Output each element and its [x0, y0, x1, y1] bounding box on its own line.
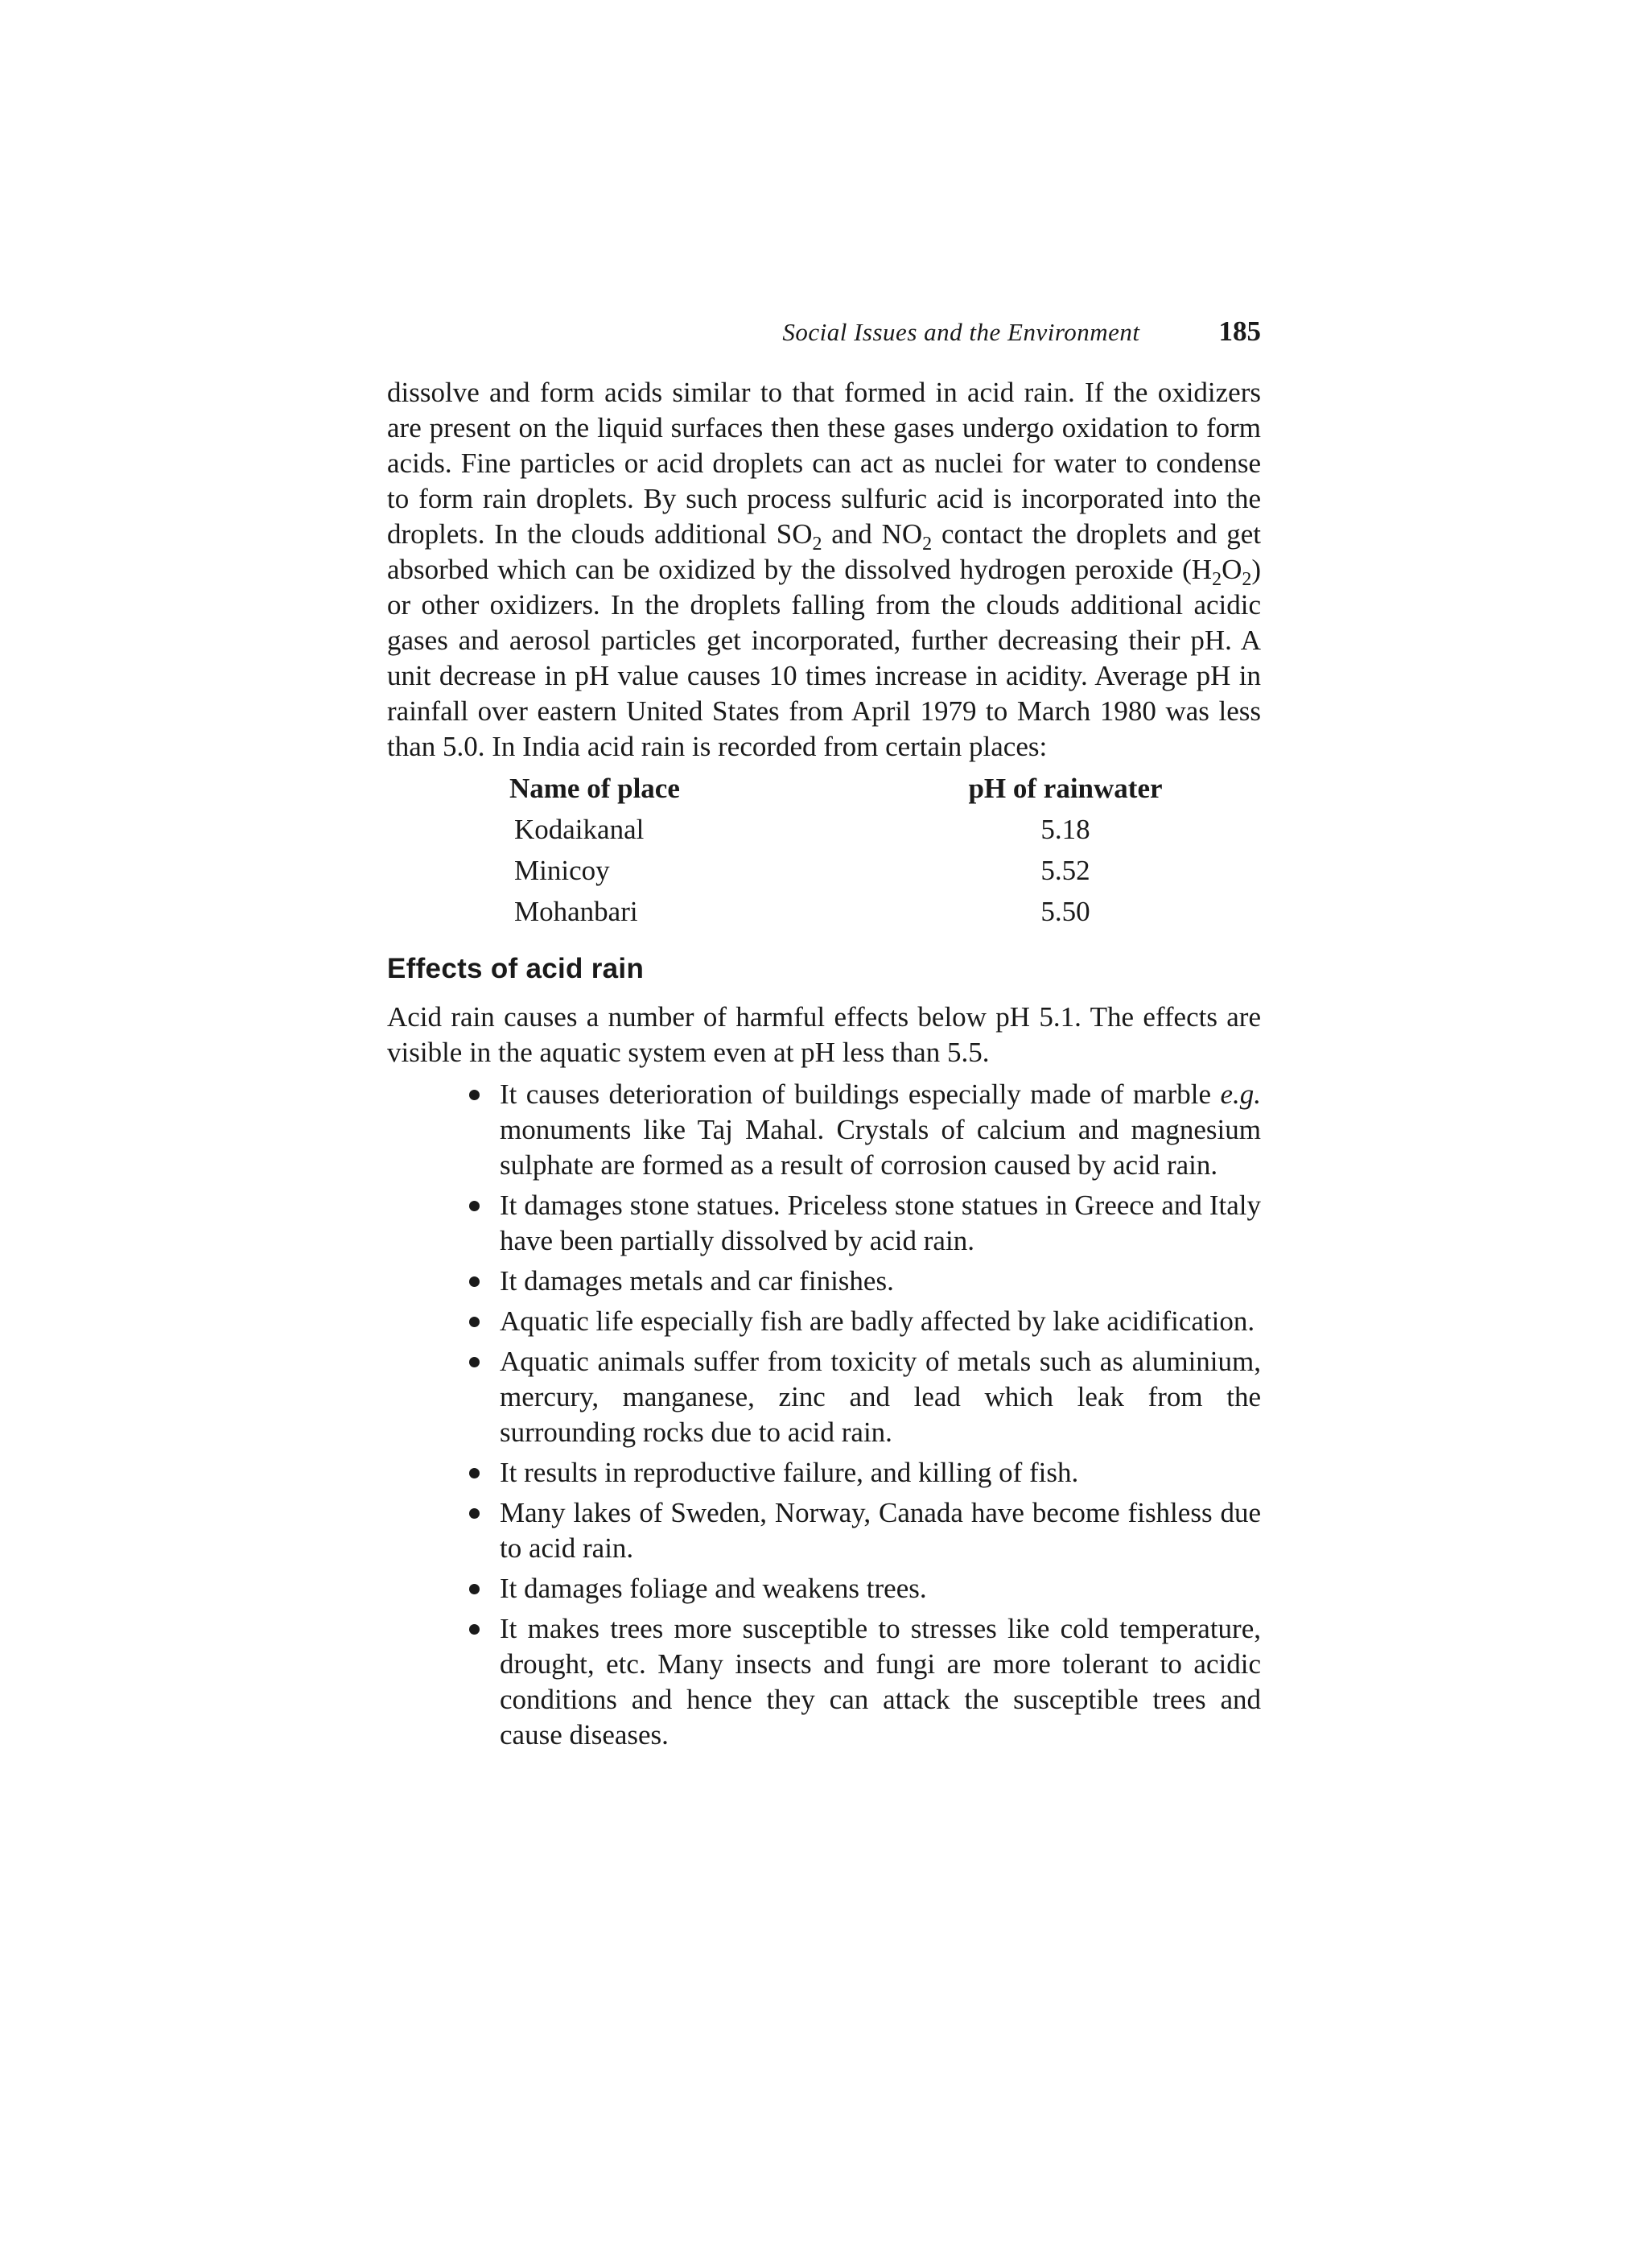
list-item: [500, 1611, 1261, 1753]
list-item: [500, 1077, 1261, 1183]
bullet-icon: [469, 1468, 480, 1478]
list-item-text: It makes trees more susceptible to stresses like cold temperature, drought, etc. Many insects and fungi are more tolerant to acidic conditions and hence they can attack the susceptible trees and cause diseases.: [500, 1613, 1261, 1750]
table-header-row: [509, 768, 1186, 809]
intro-paragraph: [387, 375, 1261, 765]
intro-text-1: dissolve and form acids similar to that formed in acid rain. If the oxidizers are present on the liquid surfaces then these gases undergo oxidation to form acids. Fine particles or acid droplets can act as nuclei for water to condense to form rain droplets. By such process sulfuric acid is incorporated into the droplets. In the clouds additional SO: [387, 377, 1261, 550]
list-item: [500, 1264, 1261, 1299]
bullet-icon: [469, 1276, 480, 1287]
bullet-icon: [469, 1508, 480, 1519]
running-title: Social Issues and the Environment: [782, 318, 1140, 346]
list-item-text: Aquatic animals suffer from toxicity of metals such as aluminium, mercury, manganese, zinc and lead which leak from the surrounding rocks due to acid rain.: [500, 1346, 1261, 1448]
bullet-icon: [469, 1317, 480, 1327]
list-item: [500, 1344, 1261, 1450]
table-row: [509, 809, 1186, 850]
bullet-icon: [469, 1357, 480, 1367]
list-item-text: It damages metals and car finishes.: [500, 1265, 894, 1297]
rainwater-ph-table: [509, 768, 1186, 932]
place-cell: Minicoy: [514, 854, 610, 886]
page-number: 185: [1218, 315, 1261, 347]
section-heading: Effects of acid rain: [387, 953, 645, 984]
list-item: [500, 1455, 1261, 1491]
column-header-place: Name of place: [509, 772, 680, 804]
list-item-text: It damages foliage and weakens trees.: [500, 1573, 927, 1604]
subscript: 2: [1242, 569, 1252, 590]
list-item: [500, 1304, 1261, 1339]
effects-list: [387, 1077, 1261, 1753]
column-header-ph: pH of rainwater: [968, 772, 1163, 804]
ph-cell: 5.18: [1040, 813, 1090, 845]
list-item-text: Many lakes of Sweden, Norway, Canada have become fishless due to acid rain.: [500, 1497, 1261, 1564]
list-item: [500, 1495, 1261, 1566]
bullet-icon: [469, 1624, 480, 1635]
intro-text-3: contact the droplets and get absorbed which can be oxidized by the dissolved hydrogen peroxide (H: [387, 518, 1261, 585]
running-head: [387, 315, 1261, 364]
table-row: [509, 891, 1186, 932]
list-item-italic: e.g.: [1220, 1078, 1261, 1110]
list-item-text: It results in reproductive failure, and killing of fish.: [500, 1457, 1079, 1488]
bullet-icon: [469, 1584, 480, 1594]
list-item-text: monuments like Taj Mahal. Crystals of calcium and magnesium sulphate are formed as a result of corrosion caused by acid rain.: [500, 1114, 1261, 1181]
list-item: [500, 1188, 1261, 1259]
table-row: [509, 850, 1186, 891]
subscript: 2: [812, 534, 822, 555]
intro-text-2: and NO: [822, 518, 923, 550]
list-item: [500, 1571, 1261, 1606]
intro-text-4: O: [1222, 554, 1242, 585]
list-item-text: Aquatic life especially fish are badly affected by lake acidification.: [500, 1305, 1255, 1337]
place-cell: Kodaikanal: [514, 813, 645, 845]
ph-cell: 5.50: [1040, 895, 1090, 927]
bullet-icon: [469, 1201, 480, 1211]
subscript: 2: [922, 534, 933, 555]
list-item-text: It damages stone statues. Priceless stone statues in Greece and Italy have been partially dissolved by acid rain.: [500, 1190, 1261, 1256]
bullet-icon: [469, 1090, 480, 1100]
ph-cell: 5.52: [1040, 854, 1090, 886]
book-page: [387, 315, 1261, 1758]
list-item-text: It causes deterioration of buildings especially made of marble: [500, 1078, 1221, 1110]
subscript: 2: [1212, 569, 1222, 590]
section-intro: Acid rain causes a number of harmful effects below pH 5.1. The effects are visible in the aquatic system even at pH less than 5.5.: [387, 1001, 1261, 1068]
place-cell: Mohanbari: [514, 895, 638, 927]
intro-text-5: ) or other oxidizers. In the droplets falling from the clouds additional acidic gases and aerosol particles get incorporated, further decreasing their pH. A unit decrease in pH value causes 10 times increase in acidity. Average pH in rainfall over eastern United States from April 1979 to March 1980 was less than 5.0. In India acid rain is recorded from certain places:: [387, 554, 1261, 762]
